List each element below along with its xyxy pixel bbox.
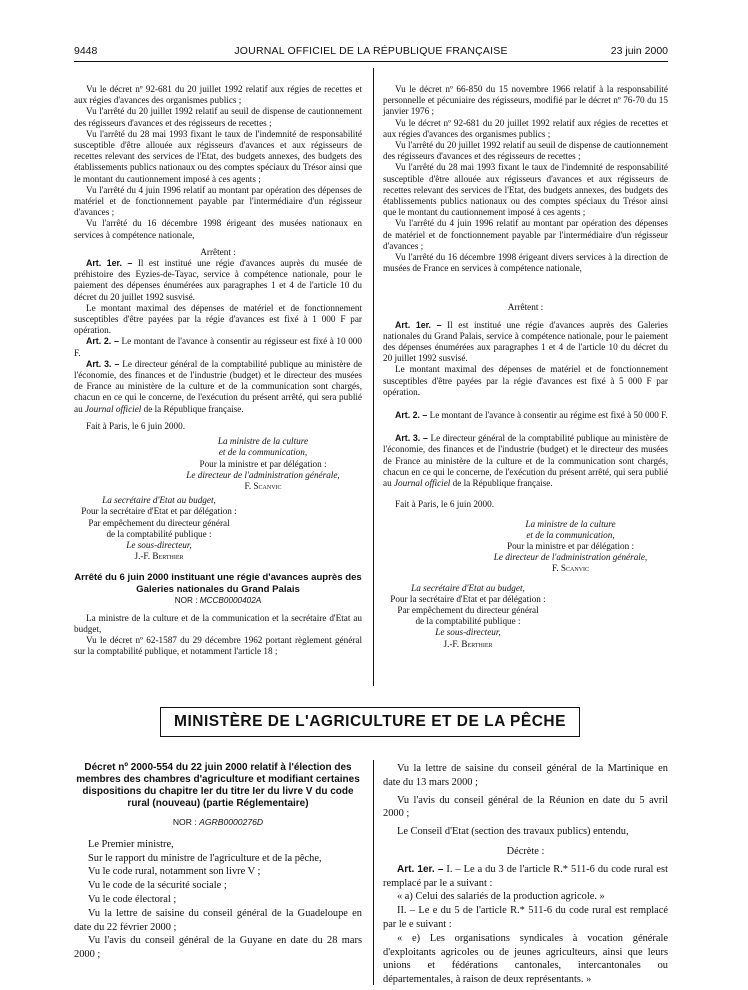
paragraph: Vu le décret nº 92-681 du 20 juillet 1992 relatif aux régies de recettes et aux régies d'avances des organismes publics ;	[74, 84, 362, 106]
paragraph: Le montant maximal des dépenses de matériel et de fonctionnement susceptibles d'être payées par la régie d'avances est fixé à 1 000 F par opération.	[74, 302, 362, 336]
paragraph: Le Conseil d'Etat (section des travaux publics) entendu,	[397, 826, 629, 838]
article-label: Art. 3. –	[86, 358, 120, 369]
arretent-heading: Arrêtent :	[507, 302, 544, 313]
article-label: Art. 2. –	[395, 410, 428, 421]
paragraph: Vu l'arrêté du 4 juin 1996 relatif au montant par opération des dépenses de matériel et de fonctionnement payable par l'intermédiaire d'un régisseur d'avances ;	[74, 184, 362, 218]
paragraph: « e) Les organisations syndicales à vocation générale d'exploitants agricoles ou de jeunes agriculteurs, ainsi que leurs unions et fédérations cantonales, intercantonales ou départementales, à raison de deux représentants. »	[383, 932, 668, 986]
article-label: Art. 1er. –	[86, 258, 133, 269]
nor-reference: NOR : AGRB0000276D	[172, 817, 264, 827]
journal-title: JOURNAL OFFICIEL DE LA RÉPUBLIQUE FRANÇAISE	[234, 45, 508, 57]
decret-title: Décret nº 2000-554 du 22 juin 2000 relatif à l'élection des membres des chambres d'agriculture et modifiant certaines dispositions du chapitre Ier du titre Ier du livre V du code rural (nouveau) (partie Réglementaire)	[76, 762, 360, 809]
article-2: Art. 2. – Le montant de l'avance à consentir au régime est fixé à 50 000 F.	[395, 410, 668, 421]
ministry-banner: MINISTÈRE DE L'AGRICULTURE ET DE LA PÊCHE	[160, 707, 580, 737]
paragraph: Le Premier ministre,	[88, 838, 174, 850]
signature-block-budget: La secrétaire d'Etat au budget, Pour la secrétaire d'Etat et par délégation : Par empêchement du directeur général de la comptabilité publique : Le sous-directeur, J.-F. Berthier	[383, 583, 553, 650]
paragraph: Vu le code rural, notamment son livre V ;	[88, 866, 261, 878]
signatory-name: F. Scanvic	[244, 480, 282, 491]
paragraph: Vu l'arrêté du 16 décembre 1998 érigeant divers services à la direction de musées de France en services à compétence nationale,	[383, 252, 668, 274]
article-2: Art. 2. – Le montant de l'avance à consentir au régisseur est fixé à 10 000 F.	[74, 336, 362, 358]
article-label: Art. 1er. –	[397, 863, 444, 875]
paragraph: Vu l'arrêté du 28 mai 1993 fixant le taux de l'indemnité de responsabilité susceptible d'être allouée aux régisseurs d'avances et aux régisseurs de recettes relevant des services de l'Etat, des budgets annexes, des budgets des établissements publics nationaux ou des comptes spéciaux du Trésor ainsi que le montant du cautionnement imposé à ces agents ;	[383, 162, 668, 218]
page-header	[74, 40, 668, 60]
issue-date: 23 juin 2000	[610, 45, 668, 57]
paragraph: « a) Celui des salariés de la production agricole. »	[397, 891, 605, 903]
article-1: Art. 1er. – I. – Le a du 3 de l'article R.* 511-6 du code rural est remplacé par le a suivant :	[383, 863, 668, 889]
arrete-title: Arrêté du 6 juin 2000 instituant une régie d'avances auprès des Galeries nationales du Grand Palais	[74, 572, 362, 595]
left-column	[74, 84, 362, 657]
signatory-name: J.-F. Berthier	[134, 551, 184, 562]
article-1: Art. 1er. – Il est institué une régie d'avances auprès du musée de préhistoire des Eyzies-de-Tayac, service à compétence nationale, pour le paiement des dépenses énumérées aux paragraphes 1 et 4 de l'article 10 du décret du 20 juillet 1992 susvisé.	[74, 258, 362, 302]
paragraph: La ministre de la culture et de la communication et la secrétaire d'Etat au budget,	[74, 612, 362, 634]
article-label: Art. 3. –	[395, 433, 428, 444]
article-label: Art. 2. –	[86, 336, 119, 347]
fait-a-paris: Fait à Paris, le 6 juin 2000.	[395, 499, 495, 510]
signature-block-minister: La ministre de la culture et de la communication, Pour la ministre et par délégation : Le directeur de l'administration générale, F. Scanvic	[164, 436, 362, 492]
nor-reference: NOR : MCCB0000402A	[174, 596, 262, 606]
paragraph: Vu l'arrêté du 20 juillet 1992 relatif au seuil de dispense de cautionnement des régisseurs d'avances et des régisseurs de recettes ;	[74, 106, 362, 128]
decret-left-column	[74, 762, 362, 962]
paragraph: Vu le décret nº 92-681 du 20 juillet 1992 relatif aux régies de recettes et aux régies d'avances des organismes publics ;	[383, 117, 668, 139]
article-3: Art. 3. – Le directeur général de la comptabilité publique au ministère de l'économie, des finances et de l'industrie (budget) et le directeur des musées de France au ministère de la culture et de la communication sont chargés, chacun en ce qui le concerne, de l'exécution du présent arrêté, qui sera publié au Journal officiel de la République française.	[383, 433, 669, 489]
paragraph: Vu le décret nº 66-850 du 15 novembre 1966 relatif à la responsabilité personnelle et pécuniaire des régisseurs, modifié par le décret nº 76-70 du 15 janvier 1976 ;	[383, 84, 668, 117]
article-1: Art. 1er. – Il est institué une régie d'avances auprès des Galeries nationales du Grand Palais, service à compétence nationale, pour le paiement des dépenses énumérées aux paragraphes 1 et 4 de l'article 10 du décret du 20 juillet 1992 susvisé.	[383, 319, 669, 364]
paragraph: Vu l'avis du conseil général de la Guyane en date du 28 mars 2000 ;	[74, 935, 362, 961]
paragraph: Vu le décret nº 62-1587 du 29 décembre 1962 portant règlement général sur la comptabilité publique, et notamment l'article 18 ;	[74, 634, 362, 657]
signatory-name: F. Scanvic	[551, 563, 590, 574]
paragraph: Vu l'arrêté du 16 décembre 1998 érigeant des musées nationaux en services à compétence nationale,	[74, 218, 362, 240]
paragraph: II. – Le e du 5 de l'article R.* 511-6 du code rural est remplacé par le e suivant :	[383, 905, 668, 930]
arretent-heading: Arrêtent :	[200, 246, 236, 257]
article-3: Art. 3. – Le directeur général de la comptabilité publique au ministère de l'économie, des finances et de l'industrie (budget) et le directeur des musées de France au ministère de la culture et de la communication sont chargés, chacun en ce qui le concerne, de l'exécution du présent arrêté, qui sera publié au Journal officiel de la République française.	[74, 358, 363, 414]
right-column	[383, 84, 668, 650]
fait-a-paris: Fait à Paris, le 6 juin 2000.	[86, 420, 186, 431]
paragraph: Vu le code électoral ;	[88, 893, 177, 905]
signatory-name: J.-F. Berthier	[443, 638, 493, 649]
paragraph: Vu l'arrêté du 4 juin 1996 relatif au montant par opération des dépenses de matériel et de fonctionnement payable par l'intermédiaire d'un régisseur d'avances ;	[383, 218, 668, 251]
decret-right-column	[383, 762, 668, 987]
paragraph: Vu l'arrêté du 20 juillet 1992 relatif au seuil de dispense de cautionnement des régisseurs d'avances et des régisseurs de recettes ;	[383, 140, 668, 162]
paragraph: Vu la lettre de saisine du conseil général de la Guadeloupe en date du 22 février 2000 ;	[74, 907, 362, 933]
signature-block-budget: La secrétaire d'Etat au budget, Pour la secrétaire d'Etat et par délégation : Par empêchement du directeur général de la comptabilité publique : Le sous-directeur, J.-F. Berthier	[74, 495, 244, 562]
paragraph: Vu l'avis du conseil général de la Réunion en date du 5 avril 2000 ;	[383, 794, 668, 820]
article-label: Art. 1er. –	[395, 319, 442, 330]
signature-block-minister: La ministre de la culture et de la communication, Pour la ministre et par délégation : Le directeur de l'administration générale, F. Scanvic	[473, 519, 668, 575]
paragraph: Vu la lettre de saisine du conseil général de la Martinique en date du 13 mars 2000 ;	[383, 763, 668, 788]
paragraph: Sur le rapport du ministre de l'agriculture et de la pêche,	[88, 852, 322, 864]
paragraph: Vu l'arrêté du 28 mai 1993 fixant le taux de l'indemnité de responsabilité susceptible d'être allouée aux régisseurs d'avances et aux régisseurs de recettes relevant des services de l'Etat, des budgets annexes, des budgets des établissements publics nationaux ou des comptes spéciaux du Trésor ainsi que le montant du cautionnement imposé à ces agents ;	[74, 128, 362, 184]
page-number: 9448	[74, 45, 98, 57]
header-rule	[74, 61, 668, 62]
paragraph: Vu le code de la sécurité sociale ;	[88, 880, 227, 892]
column-divider-bottom	[373, 760, 374, 985]
column-divider-top	[373, 68, 374, 686]
decrete-heading: Décrète :	[506, 845, 545, 857]
paragraph: Le montant maximal des dépenses de matériel et de fonctionnement susceptibles d'être payées par la régie d'avances est fixé à 5 000 F par opération.	[383, 364, 668, 397]
